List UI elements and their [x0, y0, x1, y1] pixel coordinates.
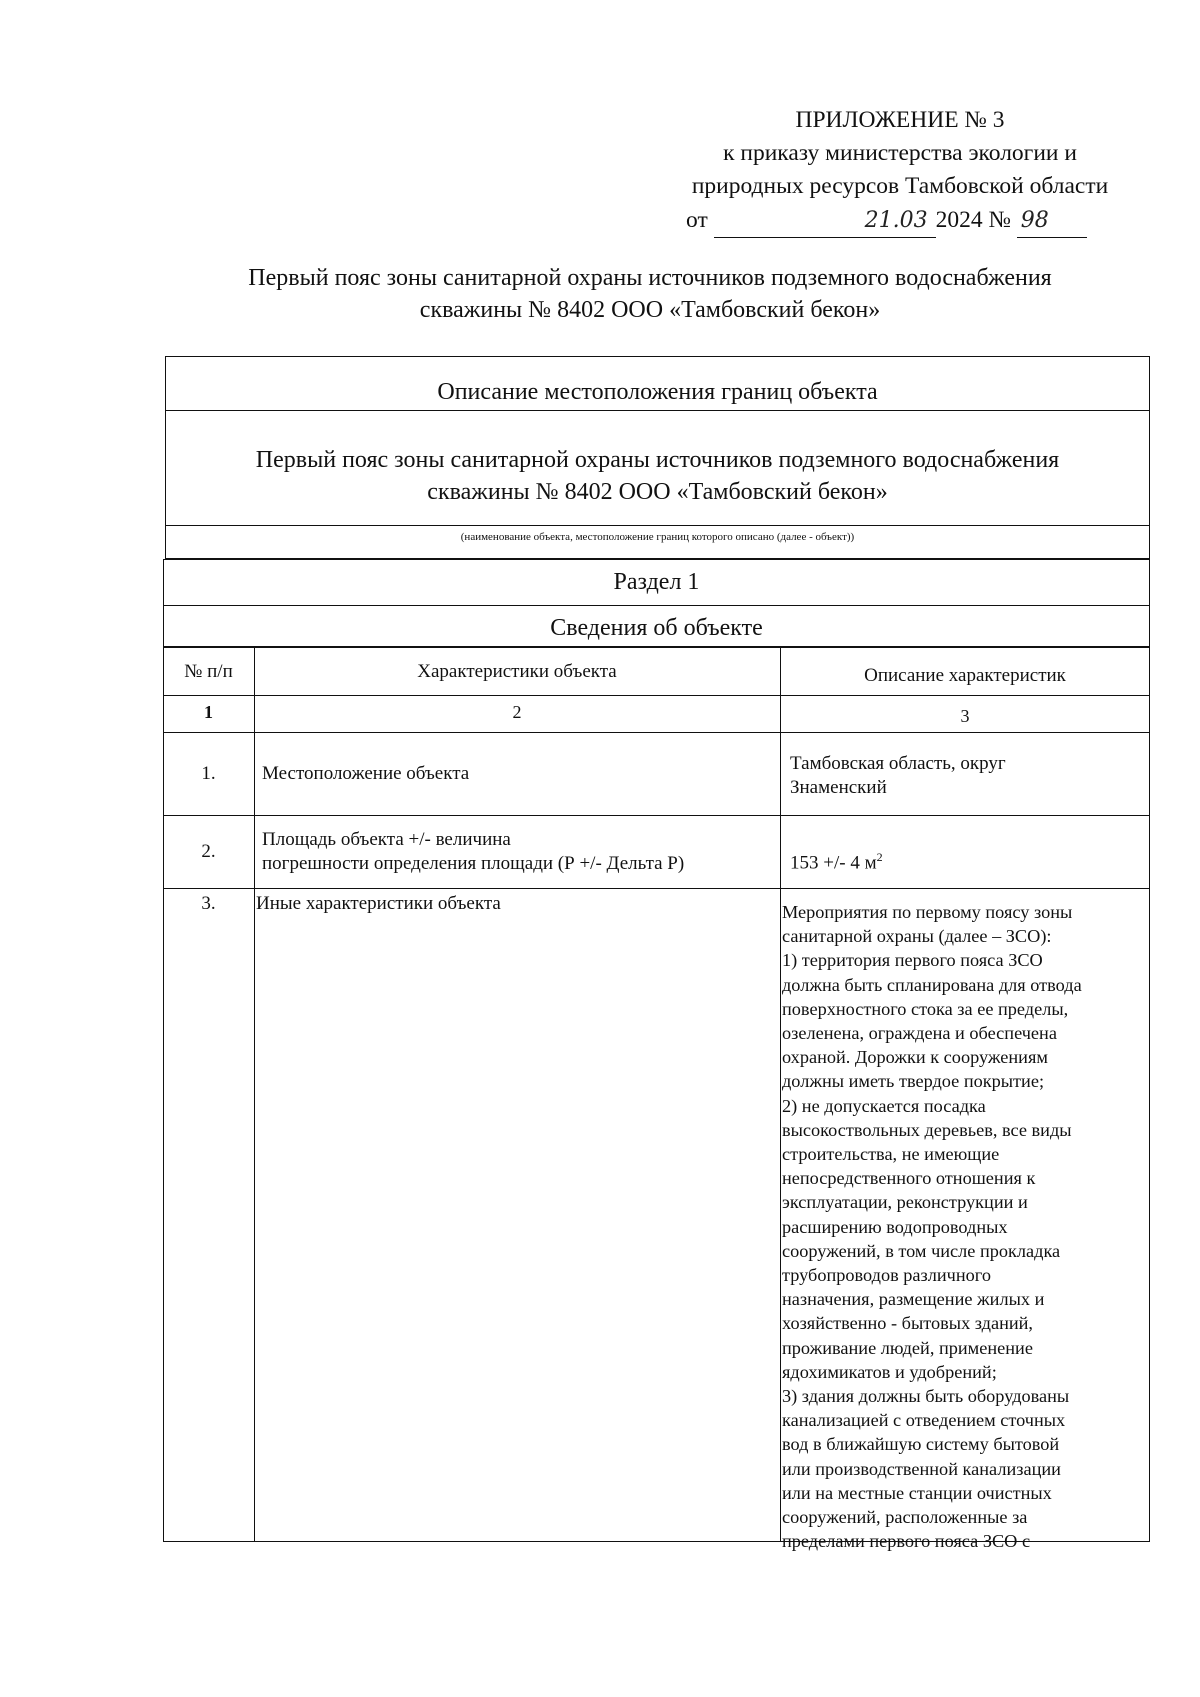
row-3-description-line: ядохимикатов и удобрений; [782, 1361, 997, 1382]
document-title-line1: Первый пояс зоны санитарной охраны источников подземного водоснабжения [248, 265, 1052, 291]
row-3-description-line: поверхностного стока за ее пределы, [782, 998, 1069, 1019]
row-3-description-line: хозяйственно - бытовых зданий, [782, 1313, 1034, 1334]
row-2-characteristic [262, 828, 684, 876]
row-3-description-line: охраной. Дорожки к сооружениям [782, 1047, 1048, 1068]
row-2-description-sup: 2 [876, 850, 883, 864]
column-header-characteristic: Характеристики объекта [417, 661, 617, 682]
year-label: 2024 № [935, 207, 1011, 233]
divider [163, 605, 1150, 606]
row-3-description-line: пределами первого пояса ЗСО с [782, 1531, 1031, 1552]
row-3-description [782, 900, 1082, 1553]
column-number-2: 2 [512, 702, 522, 722]
row-1-description [790, 752, 1006, 800]
column-header-description: Описание характеристик [864, 665, 1066, 686]
section-label: Раздел 1 [613, 569, 700, 595]
row-3-description-line: канализацией с отведением сточных [782, 1410, 1066, 1431]
divider [163, 815, 1150, 816]
object-name-line2: скважины № 8402 ООО «Тамбовский бекон» [427, 479, 888, 505]
object-name-line1: Первый пояс зоны санитарной охраны источников подземного водоснабжения [255, 447, 1060, 473]
row-3-num: 3. [201, 893, 216, 914]
appendix-order-line: к приказу министерства экологии и [723, 140, 1077, 166]
divider [165, 410, 1150, 411]
document-title [150, 262, 1150, 326]
date-prefix: от [686, 207, 708, 233]
row-3-description-line: 3) здания должны быть оборудованы [782, 1386, 1070, 1407]
divider [254, 647, 255, 1542]
row-2-num: 2. [201, 841, 216, 862]
row-3-description-line: должна быть спланирована для отвода [782, 974, 1082, 995]
column-number-1: 1 [204, 702, 213, 722]
row-3-description-line: сооружений, расположенные за [782, 1507, 1028, 1528]
appendix-title: ПРИЛОЖЕНИЕ № 3 [795, 107, 1005, 133]
document-title-line2: скважины № 8402 ООО «Тамбовский бекон» [419, 297, 881, 323]
row-3-description-line: озеленена, ограждена и обеспечена [782, 1023, 1057, 1044]
row-1-num: 1. [201, 763, 216, 784]
column-header-num: № п/п [184, 661, 233, 682]
row-3-description-line: должны иметь твердое покрытие; [782, 1071, 1045, 1092]
row-3-description-line: трубопроводов различного [782, 1265, 991, 1286]
section-title: Сведения об объекте [550, 615, 763, 641]
row-3-description-line: 2) не допускается посадка [782, 1095, 986, 1116]
divider [165, 525, 1150, 526]
divider [163, 888, 1150, 889]
row-3-description-line: расширению водопроводных [782, 1216, 1008, 1237]
appendix-ministry-line: природных ресурсов Тамбовской области [691, 173, 1109, 199]
column-number-3: 3 [960, 706, 970, 726]
divider [780, 647, 781, 1542]
handwritten-date: 21.03 [864, 208, 928, 233]
row-3-description-line: непосредственного отношения к [782, 1168, 1036, 1189]
row-3-characteristic: Иные характеристики объекта [256, 893, 501, 914]
handwritten-number: 98 [1020, 208, 1049, 233]
row-3-description-line: эксплуатации, реконструкции и [782, 1192, 1028, 1213]
row-3-description-line: или производственной канализации [782, 1458, 1061, 1479]
object-name-caption: (наименование объекта, местоположение границ которого описано (далее - объект)) [460, 531, 855, 543]
object-name [165, 444, 1150, 508]
divider [163, 732, 1150, 733]
row-2-description [790, 845, 883, 875]
divider [163, 695, 1150, 696]
row-1-description-line: Тамбовская область, округ [790, 753, 1006, 774]
row-2-characteristic-line: Площадь объекта +/- величина [262, 829, 511, 850]
row-3-description-line: санитарной охраны (далее – ЗСО): [782, 926, 1052, 947]
row-1-description-line: Знаменский [790, 777, 887, 798]
row-3-description-line: сооружений, в том числе прокладка [782, 1240, 1061, 1261]
row-1-characteristic: Местоположение объекта [262, 763, 470, 784]
number-blank [1017, 204, 1087, 238]
row-3-description-line: 1) территория первого пояса ЗСО [782, 950, 1043, 971]
order-date-row [686, 204, 1087, 238]
row-3-description-line: Мероприятия по первому поясу зоны [782, 902, 1073, 922]
row-3-description-line: строительства, не имеющие [782, 1144, 1000, 1165]
table-heading: Описание местоположения границ объекта [437, 379, 878, 405]
row-3-description-line: проживание людей, применение [782, 1337, 1033, 1358]
date-blank [714, 204, 936, 238]
row-3-description-line: или на местные станции очистных [782, 1482, 1052, 1503]
row-2-description-value: 153 +/- 4 м [790, 852, 877, 874]
row-3-description-line: вод в ближайшую систему бытовой [782, 1434, 1060, 1455]
row-2-characteristic-line: погрешности определения площади (Р +/- Дельта Р) [262, 853, 685, 874]
row-3-description-line: назначения, размещение жилых и [782, 1289, 1045, 1310]
row-3-description-line: высокоствольных деревьев, все виды [782, 1119, 1072, 1140]
